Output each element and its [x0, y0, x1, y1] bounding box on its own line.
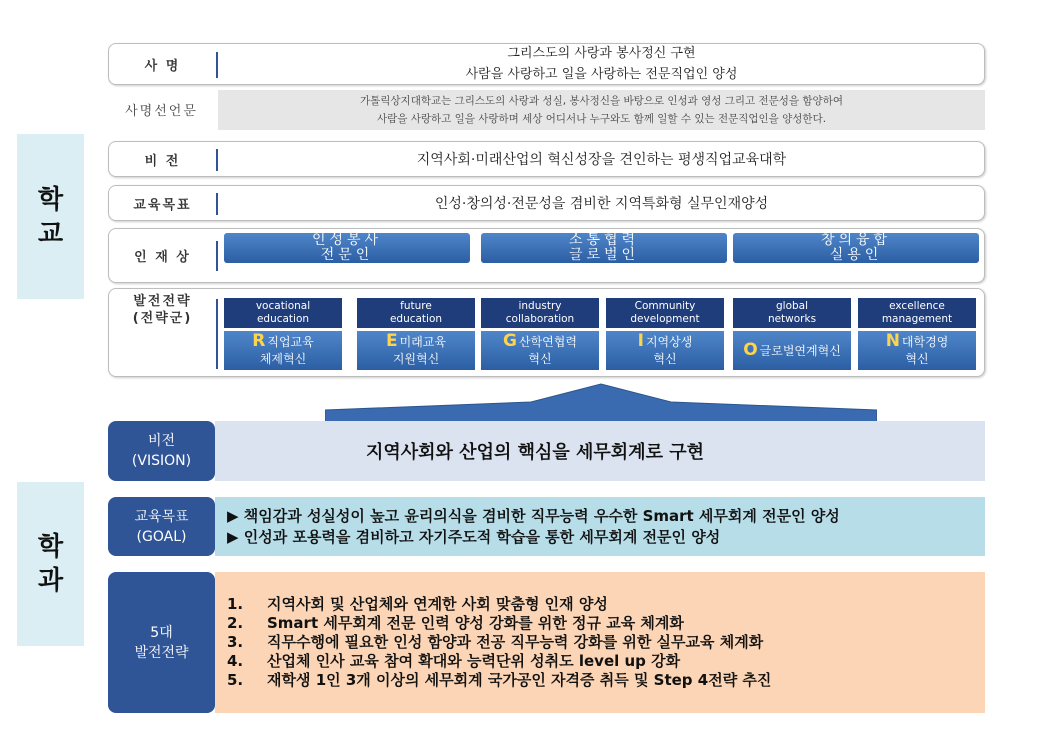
school-vision-row	[108, 141, 985, 177]
strategy-5-letter: O	[743, 339, 758, 360]
dept-side-label	[17, 482, 84, 646]
strategy-3-letter: G	[503, 331, 517, 351]
strategy-2-en1: future	[400, 300, 432, 312]
strategy-2-en2: education	[389, 313, 443, 325]
plan-item-5	[227, 671, 985, 690]
strategy-4-letter: I	[637, 331, 644, 351]
dept-goal-label-2: (GOAL)	[136, 528, 187, 545]
strategy-6-letter: N	[885, 331, 900, 351]
strategy-6-en2: management	[881, 313, 953, 325]
talent-3-line2: 실용인	[829, 247, 883, 263]
strategy-4-en2: development	[630, 313, 700, 325]
plan-item-4-num: 4.	[227, 652, 244, 670]
school-side-label	[17, 134, 84, 299]
dept-vision-box	[215, 421, 985, 481]
plan-item-1	[227, 595, 985, 614]
plan-item-3-text: 직무수행에 필요한 인성 함양과 전공 직무능력 강화를 위한 실무교육 체계화	[267, 633, 764, 651]
school-goal-text: 인성·창의성·전문성을 겸비한 지역특화형 실무인재양성	[434, 196, 769, 212]
plan-item-4	[227, 652, 985, 671]
strategy-3-en1: industry	[518, 300, 562, 312]
plan-item-3-num: 3.	[227, 633, 244, 651]
up-arrow-icon	[325, 380, 877, 424]
strategy-2-ko2: 지원혁신	[392, 352, 440, 366]
dept-goal-box	[215, 497, 985, 556]
school-goal-label: 교육목표	[133, 197, 192, 213]
plan-item-2	[227, 614, 985, 633]
declaration-label: 사명선언문	[125, 103, 198, 119]
strategy-2-ko1: 미래교육	[399, 335, 446, 349]
strategy-1-en2: education	[256, 313, 310, 325]
strategy-6-ko2: 혁신	[905, 352, 929, 366]
strategy-label: 발전전략 (전략군)	[132, 294, 193, 326]
dept-goal-label	[108, 497, 215, 556]
talent-1-line1: 인성봉사	[311, 232, 383, 248]
talent-1-line2: 전문인	[320, 247, 374, 263]
plan-item-1-num: 1.	[227, 595, 244, 613]
strategy-item-1	[224, 298, 342, 370]
dept-vision-label	[108, 421, 215, 481]
dept-plan-label	[108, 572, 215, 713]
strategy-item-4	[606, 298, 724, 370]
mission-row	[108, 43, 985, 85]
school-vision-label: 비 전	[144, 153, 181, 169]
strategy-item-6	[858, 298, 976, 370]
strategy-6-ko1: 대학경영	[901, 335, 949, 349]
strategy-4-en1: Community	[634, 300, 696, 312]
strategy-1-ko1: 직업교육	[267, 335, 314, 349]
strategy-5-en2: networks	[767, 313, 817, 325]
school-goal-row	[108, 185, 985, 221]
dept-vision-label-2: (VISION)	[131, 453, 192, 469]
strategy-item-2	[357, 298, 475, 370]
school-side-text: 학 교	[37, 184, 64, 249]
strategy-1-letter: R	[252, 331, 266, 351]
strategy-4-ko2: 혁신	[653, 352, 677, 366]
dept-goal-line-2: ▶ 인성과 포용력을 겸비하고 자기주도적 학습을 통한 세무회계 전문인 양성	[227, 527, 721, 546]
declaration-row	[108, 88, 985, 130]
dept-side-text: 학 과	[37, 532, 64, 596]
talent-box-1	[224, 233, 470, 263]
declaration-line-1: 가톨릭상지대학교는 그리스도의 사랑과 성실, 봉사정신을 바탕으로 인성과 영성 그리고 전문성을 함양하여	[359, 95, 843, 107]
strategy-3-ko1: 산학연협력	[519, 335, 577, 349]
strategy-5-en1: global	[775, 300, 809, 312]
plan-item-2-text: Smart 세무회계 전문 인력 양성 강화를 위한 정규 교육 체계화	[267, 614, 684, 632]
school-vision-text: 지역사회·미래산업의 혁신성장을 견인하는 평생직업교육대학	[416, 152, 787, 168]
plan-item-5-num: 5.	[227, 671, 244, 689]
talent-box-3	[733, 233, 979, 263]
talent-3-line1: 창의융합	[820, 232, 892, 248]
dept-vision-label-1: 비전	[147, 433, 176, 449]
strategy-3-en2: collaboration	[505, 313, 575, 325]
talent-label: 인 재 상	[134, 250, 191, 265]
strategy-1-ko2: 체제혁신	[259, 352, 307, 366]
strategy-item-3	[481, 298, 599, 370]
dept-plan-label-2: 발전전략	[134, 644, 189, 661]
dept-vision-text: 지역사회와 산업의 핵심을 세무회계로 구현	[365, 442, 705, 463]
plan-item-5-text: 재학생 1인 3개 이상의 세무회계 국가공인 자격증 취득 및 Step 4전략 추진	[267, 671, 772, 689]
mission-label: 사 명	[144, 58, 181, 74]
strategy-6-en1: excellence	[889, 300, 945, 312]
plan-item-1-text: 지역사회 및 산업체와 연계한 사회 맞춤형 인재 양성	[267, 595, 608, 613]
strategy-3-ko2: 혁신	[528, 352, 552, 366]
dept-plan-box	[215, 572, 985, 713]
talent-row	[108, 228, 985, 283]
strategy-5-ko1: 글로벌연계혁신	[759, 343, 841, 358]
talent-box-2	[481, 233, 727, 263]
strategy-2-letter: E	[386, 331, 398, 351]
strategy-4-ko1: 지역상생	[645, 335, 693, 349]
strategy-1-en1: vocational	[255, 300, 311, 312]
talent-2-line2: 글로벌인	[568, 247, 640, 263]
mission-line-2: 사람을 사랑하고 일을 사랑하는 전문직업인 양성	[465, 67, 738, 82]
strategy-row	[108, 288, 985, 377]
plan-item-4-text: 산업체 인사 교육 참여 확대와 능력단위 성취도 level up 강화	[267, 652, 681, 670]
plan-item-3	[227, 633, 985, 652]
strategy-item-5	[733, 298, 851, 370]
dept-goal-label-1: 교육목표	[134, 508, 189, 525]
declaration-line-2: 사람을 사랑하고 일을 사랑하며 세상 어디서나 누구와도 함께 일할 수 있는 전문직업인을 양성한다.	[376, 113, 827, 125]
talent-2-line1: 소통협력	[568, 232, 640, 248]
dept-goal-line-1: ▶ 책임감과 성실성이 높고 윤리의식을 겸비한 직무능력 우수한 Smart 세무회계 전문인 양성	[227, 506, 840, 525]
dept-plan-label-1: 5대	[150, 624, 173, 641]
plan-item-2-num: 2.	[227, 614, 244, 632]
mission-line-1: 그리스도의 사랑과 봉사정신 구현	[507, 46, 696, 61]
